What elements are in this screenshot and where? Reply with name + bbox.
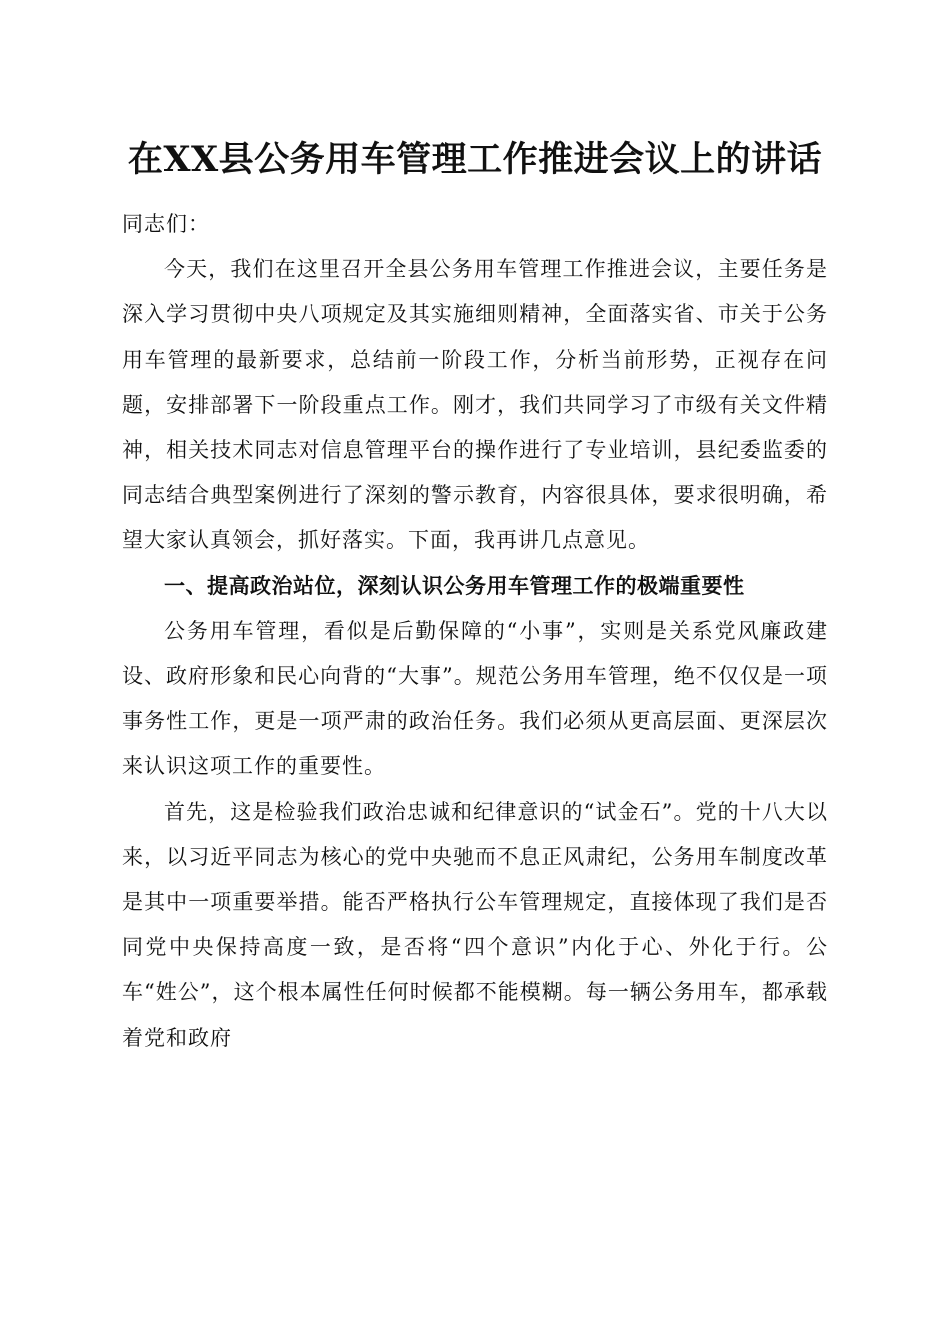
document-body bbox=[122, 202, 828, 1061]
section-paragraph-1: 公务用车管理，看似是后勤保障的“小事”，实则是关系党风廉政建设、政府形象和民心向背的“大事”。规范公务用车管理，绝不仅仅是一项事务性工作，更是一项严肃的政治任务。我们必须从更高层面、更深层次来认识这项工作的重要性。 bbox=[122, 618, 828, 779]
salutation: 同志们： bbox=[122, 212, 210, 236]
section-heading: 一、提高政治站位，深刻认识公务用车管理工作的极端重要性 bbox=[164, 573, 745, 598]
opening-paragraph: 今天，我们在这里召开全县公务用车管理工作推进会议，主要任务是深入学习贯彻中央八项规定及其实施细则精神，全面落实省、市关于公务用车管理的最新要求，总结前一阶段工作，分析当前形势，正视存在问题，安排部署下一阶段重点工作。刚才，我们共同学习了市级有关文件精神，相关技术同志对信息管理平台的操作进行了专业培训，县纪委监委的同志结合典型案例进行了深刻的警示教育，内容很具体，要求很明确，希望大家认真领会，抓好落实。下面，我再讲几点意见。 bbox=[122, 257, 828, 553]
section-paragraph-2: 首先，这是检验我们政治忠诚和纪律意识的“试金石”。党的十八大以来，以习近平同志为核心的党中央驰而不息正风肃纪，公务用车制度改革是其中一项重要举措。能否严格执行公车管理规定，直接体现了我们是否同党中央保持高度一致，是否将“四个意识”内化于心、外化于行。公车“姓公”，这个根本属性任何时候都不能模糊。每一辆公务用车，都承载着党和政府 bbox=[122, 799, 828, 1050]
document-title: 在XX县公务用车管理工作推进会议上的讲话 bbox=[127, 139, 823, 180]
